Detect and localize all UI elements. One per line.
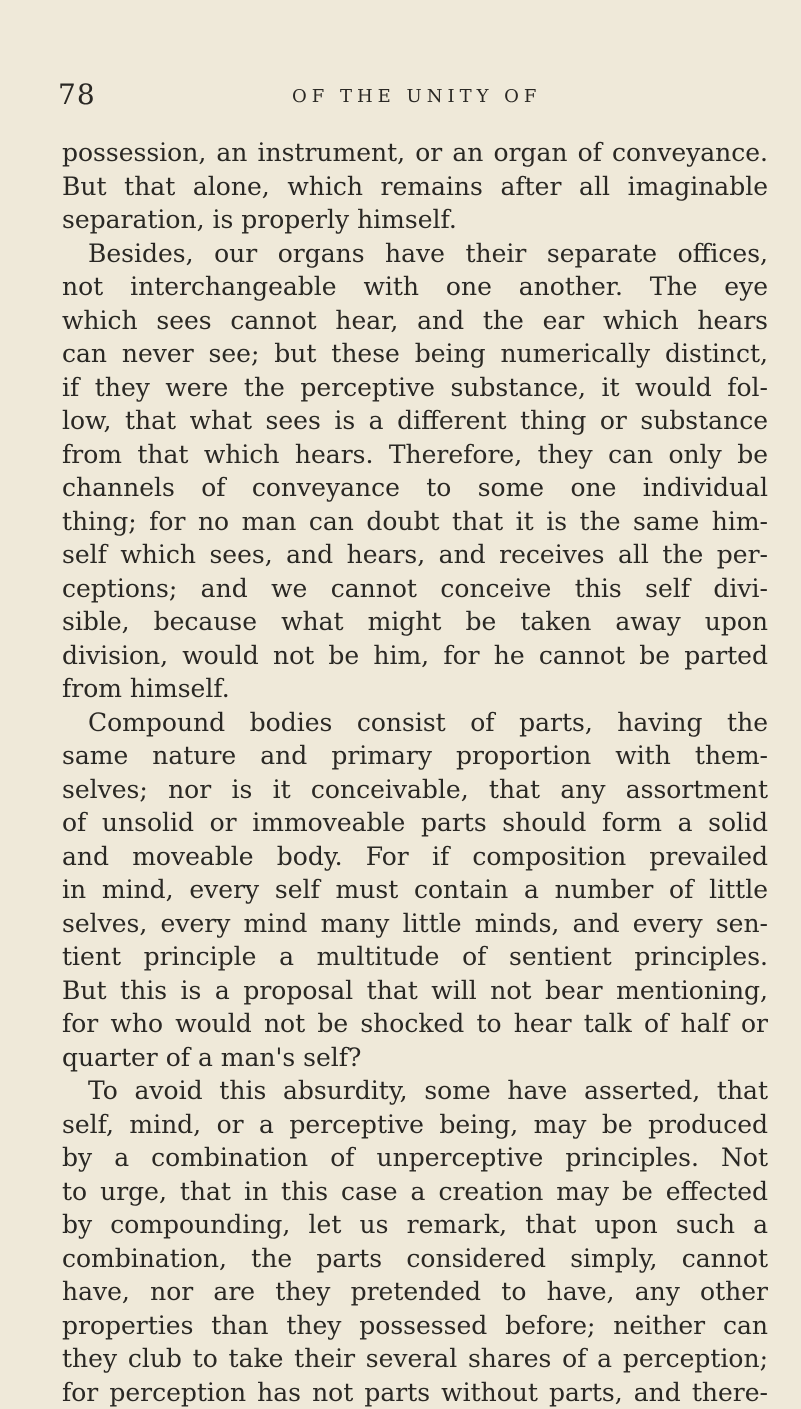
text-line: channels of conveyance to some one individual	[62, 471, 768, 505]
text-line: But this is a proposal that will not bear mentioning,	[62, 974, 768, 1008]
text-line: of unsolid or immoveable parts should form a solid	[62, 806, 768, 840]
text-line: ceptions; and we cannot conceive this self divi-	[62, 572, 768, 606]
text-line: have, nor are they pretended to have, any other	[62, 1275, 768, 1309]
text-line: not interchangeable with one another. The eye	[62, 270, 768, 304]
text-line: and moveable body. For if composition prevailed	[62, 840, 768, 874]
text-line: low, that what sees is a different thing or substance	[62, 404, 768, 438]
text-line: for who would not be shocked to hear talk of half or	[62, 1007, 768, 1041]
running-head: OF THE UNITY OF	[292, 86, 541, 107]
text-line: tient principle a multitude of sentient principles.	[62, 940, 768, 974]
text-line: quarter of a man's self?	[62, 1041, 768, 1075]
text-line: in mind, every self must contain a number of little	[62, 873, 768, 907]
text-line: selves; nor is it conceivable, that any assortment	[62, 773, 768, 807]
text-line: self, mind, or a perceptive being, may be produced	[62, 1108, 768, 1142]
text-line: thing; for no man can doubt that it is the same him-	[62, 505, 768, 539]
page-number: 78	[58, 78, 96, 111]
text-line: combination, the parts considered simply, cannot	[62, 1242, 768, 1276]
page-header	[62, 78, 739, 118]
text-line: Compound bodies consist of parts, having the	[62, 706, 768, 740]
text-line: To avoid this absurdity, some have asserted, that	[62, 1074, 768, 1108]
text-line: from himself.	[62, 672, 768, 706]
text-line: by a combination of unperceptive principles. Not	[62, 1141, 768, 1175]
body-text	[62, 136, 768, 1409]
text-line: can never see; but these being numerically distinct,	[62, 337, 768, 371]
text-line: to urge, that in this case a creation may be effected	[62, 1175, 768, 1209]
text-line: self which sees, and hears, and receives all the per-	[62, 538, 768, 572]
text-line: which sees cannot hear, and the ear which hears	[62, 304, 768, 338]
text-line: if they were the perceptive substance, it would fol-	[62, 371, 768, 405]
text-line: from that which hears. Therefore, they can only be	[62, 438, 768, 472]
text-line: selves, every mind many little minds, and every sen-	[62, 907, 768, 941]
text-line: division, would not be him, for he cannot be parted	[62, 639, 768, 673]
text-line: Besides, our organs have their separate offices,	[62, 237, 768, 271]
text-line: for perception has not parts without parts, and there-	[62, 1376, 768, 1409]
text-line: properties than they possessed before; neither can	[62, 1309, 768, 1343]
text-line: But that alone, which remains after all imaginable	[62, 170, 768, 204]
text-line: sible, because what might be taken away upon	[62, 605, 768, 639]
text-line: possession, an instrument, or an organ of conveyance.	[62, 136, 768, 170]
text-line: separation, is properly himself.	[62, 203, 768, 237]
text-line: by compounding, let us remark, that upon such a	[62, 1208, 768, 1242]
text-line: same nature and primary proportion with them-	[62, 739, 768, 773]
text-line: they club to take their several shares of a perception;	[62, 1342, 768, 1376]
